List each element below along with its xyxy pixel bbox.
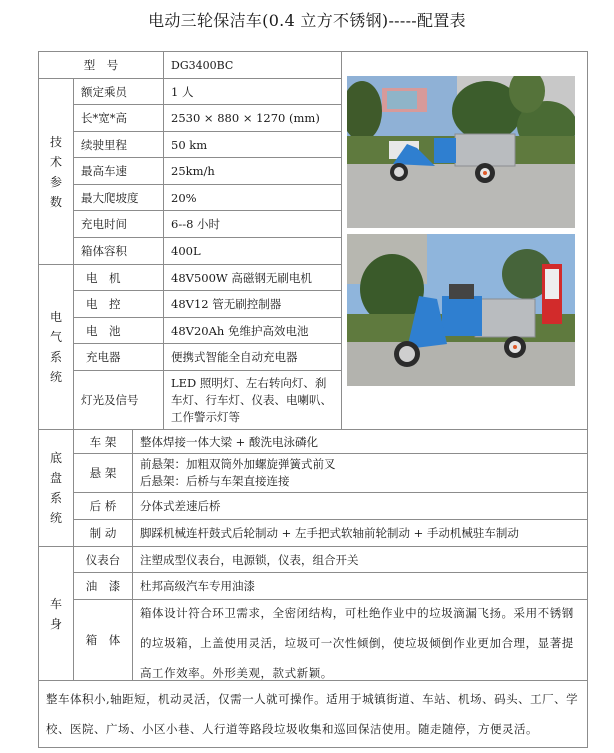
vehicle-front-image (347, 234, 575, 386)
electric-label-charger: 充电器 (86, 350, 121, 364)
body-value-box: 箱体设计符合环卫需求，全密闭结构，可杜绝作业中的垃圾滴漏飞扬。采用不锈钢的垃圾箱，上盖使用灵活，垃圾可一次性倾倒，使垃圾倾倒作业更加合理，显著提高工作效率。外形美观，款式新颖。 (140, 606, 574, 680)
body-label-box: 箱 体 (85, 633, 121, 647)
tech-value-dimensions: 2530 × 880 × 1270 (mm) (171, 111, 320, 125)
border-bottom (38, 747, 588, 748)
section-label-tech: 技 术 参 数 (49, 134, 62, 209)
chassis-label-rear-axle: 后 桥 (89, 499, 117, 513)
divider-photo-col (341, 51, 342, 429)
vehicle-photo-front (347, 234, 575, 386)
electric-label-motor: 电 机 (86, 270, 121, 285)
section-label-body: 车 身 (49, 596, 62, 631)
electric-value-motor: 48V500W 高磁钢无刷电机 (171, 270, 312, 285)
tech-value-max-speed: 25km/h (171, 164, 215, 178)
border-right (587, 51, 588, 748)
electric-label-controller: 电 控 (86, 297, 121, 311)
body-value-dashboard: 注塑成型仪表台，电源锁，仪表，组合开关 (140, 552, 359, 567)
tech-label-gradeability: 最大爬坡度 (81, 190, 139, 205)
chassis-label-brake: 制 动 (89, 526, 117, 540)
chassis-value-rear-axle: 分体式差速后桥 (140, 499, 221, 513)
vehicle-side-image (347, 76, 575, 228)
tech-label-dimensions: 长*宽*高 (81, 111, 127, 125)
electric-value-controller: 48V12 管无刷控制器 (171, 297, 282, 311)
document-title: 电动三轮保洁车(0.4 立方不锈钢)-----配置表 (148, 11, 466, 30)
body-value-paint: 杜邦高级汽车专用油漆 (140, 579, 255, 593)
summary-text: 整车体积小,轴距短，机动灵活，仅需一人就可操作。适用于城镇街道、车站、机场、码头、工厂、学校、医院、广场、小区小巷、人行道等路段垃圾收集和巡回保洁使用。随走随停，方便灵活。 (46, 692, 579, 736)
body-label-paint: 油 漆 (85, 579, 121, 593)
model-value: DG3400BC (171, 58, 234, 72)
electric-value-battery: 48V20Ah 免维护高效电池 (171, 323, 309, 338)
chassis-label-frame: 车 架 (89, 434, 117, 449)
chassis-label-suspension: 悬 架 (89, 466, 117, 480)
tech-value-range: 50 km (171, 137, 208, 152)
tech-value-gradeability: 20% (171, 190, 197, 205)
tech-value-passengers: 1 人 (171, 84, 194, 99)
suspension-rear: 后悬架：后桥与车架直接连接 (140, 474, 290, 488)
tech-label-passengers: 额定乘员 (81, 84, 127, 99)
suspension-front: 前悬架：加粗双筒外加螺旋弹簧式前叉 (140, 457, 336, 471)
tech-label-capacity: 箱体容积 (81, 244, 127, 258)
electric-value-lights: LED 照明灯、左右转向灯、刹车灯、行车灯、仪表、电喇叭、工作警示灯等 (171, 375, 332, 424)
section-label-chassis: 底 盘 系 统 (49, 451, 62, 525)
divider-label-col (163, 51, 164, 429)
tech-value-capacity: 400L (171, 244, 201, 258)
tech-value-charge-time: 6--8 小时 (171, 217, 221, 231)
model-label: 型 号 (83, 58, 119, 72)
chassis-value-frame: 整体焊接一体大梁 + 酸洗电泳磷化 (140, 434, 318, 449)
tech-label-range: 续驶里程 (81, 137, 127, 152)
electric-value-charger: 便携式智能全自动充电器 (171, 350, 298, 364)
section-label-electric: 电 气 系 统 (49, 310, 62, 384)
tech-label-max-speed: 最高车速 (81, 164, 127, 178)
chassis-value-brake: 脚踩机械连杆鼓式后轮制动 + 左手把式软轴前轮制动 + 手动机械驻车制动 (140, 526, 519, 540)
body-label-dashboard: 仪表台 (85, 552, 121, 567)
vehicle-photo-side (347, 76, 575, 228)
chassis-value-suspension (140, 454, 585, 492)
electric-label-lights: 灯光及信号 (81, 393, 139, 407)
electric-label-battery: 电 池 (86, 323, 121, 338)
tech-label-charge-time: 充电时间 (81, 217, 127, 231)
